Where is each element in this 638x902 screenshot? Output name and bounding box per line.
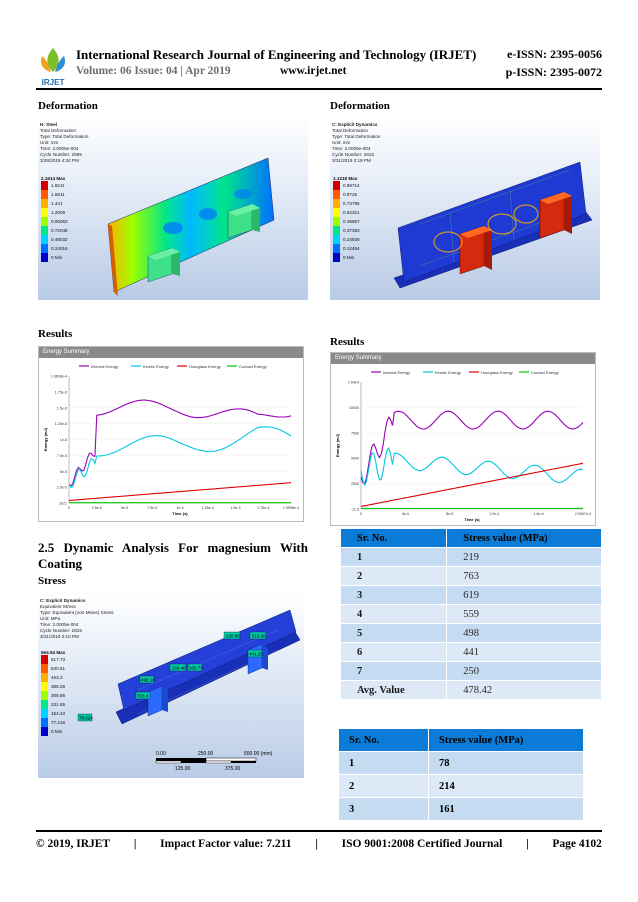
callout-value: 619.96 bbox=[252, 633, 266, 639]
table-header: Sr. No. bbox=[341, 529, 447, 548]
chart-energy-summary-steel bbox=[38, 346, 304, 522]
y-tick-label: 2.5e-5 bbox=[56, 485, 67, 490]
x-tick-label: 2.0007e-4 bbox=[574, 512, 592, 516]
x-tick-label: 1.6e-4 bbox=[533, 512, 544, 516]
table-header-row bbox=[341, 529, 602, 548]
label-results-left: Results bbox=[38, 328, 73, 340]
eissn: e-ISSN: 2395-0056 bbox=[507, 47, 602, 61]
table-row-average: Avg. Value 478.42 bbox=[341, 681, 602, 700]
y-tick-label: 5000 bbox=[351, 456, 359, 461]
table-row: 5 498 bbox=[341, 624, 602, 643]
figure-info: C: Explicit Dynamics Equivalent Stress Type: Equivalent (von-Mises) Stress Unit: MPa Time: 2.0005e-004 Cycle Number: 2815 3/31/2019 2:10 PM bbox=[40, 598, 114, 639]
energy-summary-bar: Energy Summary bbox=[331, 353, 595, 364]
footer-separator: | bbox=[315, 838, 318, 850]
callout-value: 159.46 bbox=[172, 665, 186, 671]
header-rule bbox=[36, 88, 602, 90]
callout-value: 108.73 bbox=[189, 665, 203, 671]
beam-model-magnesium bbox=[330, 116, 600, 300]
footer-separator: | bbox=[526, 838, 529, 850]
stress-table-1 bbox=[340, 528, 602, 700]
scale-label: 250.00 bbox=[198, 751, 214, 757]
figure-info: H: Steel Total Deformation Type: Total Deformation Unit: mm Time: 2.0005e-004 Cycle Number: 2595 3/28/2019 4:34 PM bbox=[40, 122, 89, 163]
table-row: 4 559 bbox=[341, 605, 602, 624]
y-tick-label: 1.25e-6 bbox=[54, 422, 67, 427]
pissn: p-ISSN: 2395-0072 bbox=[505, 65, 602, 79]
y-axis-label: Energy (mJ) bbox=[335, 433, 340, 458]
callout-value: 78.624 bbox=[79, 715, 93, 721]
section-heading: 2.5 Dynamic Analysis For magnesium With Coating bbox=[38, 540, 308, 571]
figure-stress-magnesium bbox=[38, 592, 304, 778]
x-tick-label: 0 bbox=[360, 512, 362, 516]
page-header bbox=[36, 44, 602, 88]
y-tick-label: 1.5e-6 bbox=[56, 406, 67, 411]
table-header: Stress value (MPa) bbox=[447, 529, 602, 548]
color-legend: 1.1218 Max 0.99714 0.8725 0.74785 0.62321 0.49857 0.37393 0.24928 0.12464 0 Min bbox=[333, 176, 360, 260]
legend-label: Kinetic Energy bbox=[435, 370, 461, 375]
x-axis-label: Time (s) bbox=[464, 517, 480, 522]
label-stress: Stress bbox=[38, 575, 66, 587]
table-row: 1 78 bbox=[339, 752, 584, 775]
figure-info: C: Explicit Dynamics Total Deformation Type: Total Deformation Unit: mm Time: 2.0005e-004 Cycle Number: 2815 3/31/2019 2:18 PM bbox=[332, 122, 381, 163]
y-tick-label: 1.75e-6 bbox=[54, 390, 67, 395]
table-header-row bbox=[339, 729, 584, 752]
y-axis-label: Energy (mJ) bbox=[43, 427, 48, 452]
table-row: 2 214 bbox=[339, 775, 584, 798]
footer-separator: | bbox=[133, 838, 137, 850]
x-tick-label: 1e-4 bbox=[176, 506, 184, 510]
x-tick-label: 1.5e-4 bbox=[230, 506, 241, 510]
label-results-right: Results bbox=[330, 336, 365, 348]
y-tick-label: 7500 bbox=[351, 431, 359, 436]
logo-text: IRJET bbox=[41, 78, 65, 87]
callout-value: 441.29 bbox=[249, 651, 263, 657]
table-row: 3 619 bbox=[341, 586, 602, 605]
label-deformation-left: Deformation bbox=[38, 100, 98, 112]
y-tick-label: 10000 bbox=[349, 405, 359, 410]
x-axis-label: Time (s) bbox=[172, 511, 188, 516]
color-legend: 2.1614 Max 1.9211 1.6811 1.441 1.2009 0.96063 0.72048 0.48032 0.24016 0 Min bbox=[41, 176, 68, 260]
legend-label: Internal Energy bbox=[91, 364, 119, 369]
callout-value: 220.86 bbox=[226, 633, 240, 639]
chart-energy-summary-magnesium bbox=[330, 352, 596, 526]
footer-rule bbox=[36, 830, 602, 832]
legend-label: Hourglass Energy bbox=[189, 364, 221, 369]
energy-plot-steel bbox=[39, 358, 304, 522]
scale-label: 375.00 bbox=[225, 766, 241, 772]
x-tick-label: 1.2e-4 bbox=[489, 512, 500, 516]
x-tick-label: 0 bbox=[68, 506, 70, 510]
volume-issue: Volume: 06 Issue: 04 | Apr 2019 bbox=[76, 65, 231, 77]
scale-label: 125.00 bbox=[175, 766, 191, 772]
callout-value: 498.16 bbox=[141, 677, 155, 683]
table-row: 1 219 bbox=[341, 548, 602, 567]
scale-label: 0.00 bbox=[156, 751, 166, 757]
footer-iso: ISO 9001:2008 Certified Journal bbox=[341, 838, 503, 850]
table-header: Stress value (MPa) bbox=[429, 729, 584, 752]
y-tick-label: -12.5 bbox=[350, 507, 359, 512]
scale-label: 500.00 (mm) bbox=[244, 751, 273, 757]
label-deformation-right: Deformation bbox=[330, 100, 390, 112]
legend-label: Hourglass Energy bbox=[481, 370, 513, 375]
page-footer bbox=[36, 838, 602, 850]
y-tick-label: 7.5e-5 bbox=[56, 453, 67, 458]
x-tick-label: 8e-5 bbox=[446, 512, 454, 516]
x-tick-label: 7.5e-5 bbox=[147, 506, 158, 510]
figure-deformation-magnesium bbox=[330, 116, 600, 300]
y-tick-label: 2500 bbox=[351, 482, 359, 487]
y-tick-label: 1.64e4 bbox=[348, 380, 359, 385]
x-tick-label: 5e-5 bbox=[120, 506, 129, 510]
legend-label: Contact Energy bbox=[531, 370, 559, 375]
legend-label: Contact Energy bbox=[239, 364, 267, 369]
legend-label: Internal Energy bbox=[383, 370, 411, 375]
table-row: 3 161 bbox=[339, 798, 584, 821]
journal-title: International Research Journal of Engineering and Technology (IRJET) bbox=[76, 47, 477, 62]
irjet-logo bbox=[36, 44, 70, 88]
color-legend: 694.94 Max 617.73 540.51 463.3 386.08 308.86 231.65 154.43 77.216 0 Min bbox=[41, 650, 66, 734]
stress-table-2 bbox=[338, 728, 584, 821]
hourglass-energy-line bbox=[69, 483, 291, 501]
scale-bar bbox=[156, 751, 273, 772]
footer-page-number: Page 4102 bbox=[552, 838, 602, 850]
energy-plot-magnesium bbox=[331, 364, 596, 526]
kinetic-energy-line bbox=[361, 448, 583, 485]
table-row: 6 441 bbox=[341, 643, 602, 662]
beam-model-stress bbox=[38, 592, 304, 778]
table-header: Sr. No. bbox=[339, 729, 429, 752]
hourglass-energy-line bbox=[361, 463, 583, 506]
footer-impact-factor: Impact Factor value: 7.211 bbox=[160, 838, 292, 850]
y-tick-label: 5e-5 bbox=[59, 469, 67, 474]
legend-label: Kinetic Energy bbox=[143, 364, 169, 369]
y-tick-label: 1.9608e-4 bbox=[50, 374, 67, 379]
kinetic-energy-line bbox=[69, 427, 291, 488]
energy-summary-bar: Energy Summary bbox=[39, 347, 303, 358]
callout-value: 763.4 bbox=[137, 693, 149, 699]
figure-deformation-steel bbox=[38, 116, 308, 300]
journal-website[interactable]: www.irjet.net bbox=[280, 65, 347, 77]
x-tick-label: 1.75e-4 bbox=[257, 506, 270, 510]
x-tick-label: 1.9958e-4 bbox=[282, 506, 300, 510]
y-tick-label: 1e-6 bbox=[59, 438, 67, 442]
table-row: 7 250 bbox=[341, 662, 602, 681]
footer-copyright: © 2019, IRJET bbox=[36, 838, 111, 850]
y-tick-label: 2e21 bbox=[59, 501, 67, 506]
x-tick-label: 4e-5 bbox=[401, 512, 410, 516]
x-tick-label: 2.5e-5 bbox=[91, 506, 102, 510]
x-tick-label: 1.25e-4 bbox=[201, 506, 214, 510]
table-row: 2 763 bbox=[341, 567, 602, 586]
beam-model-steel bbox=[38, 116, 308, 300]
